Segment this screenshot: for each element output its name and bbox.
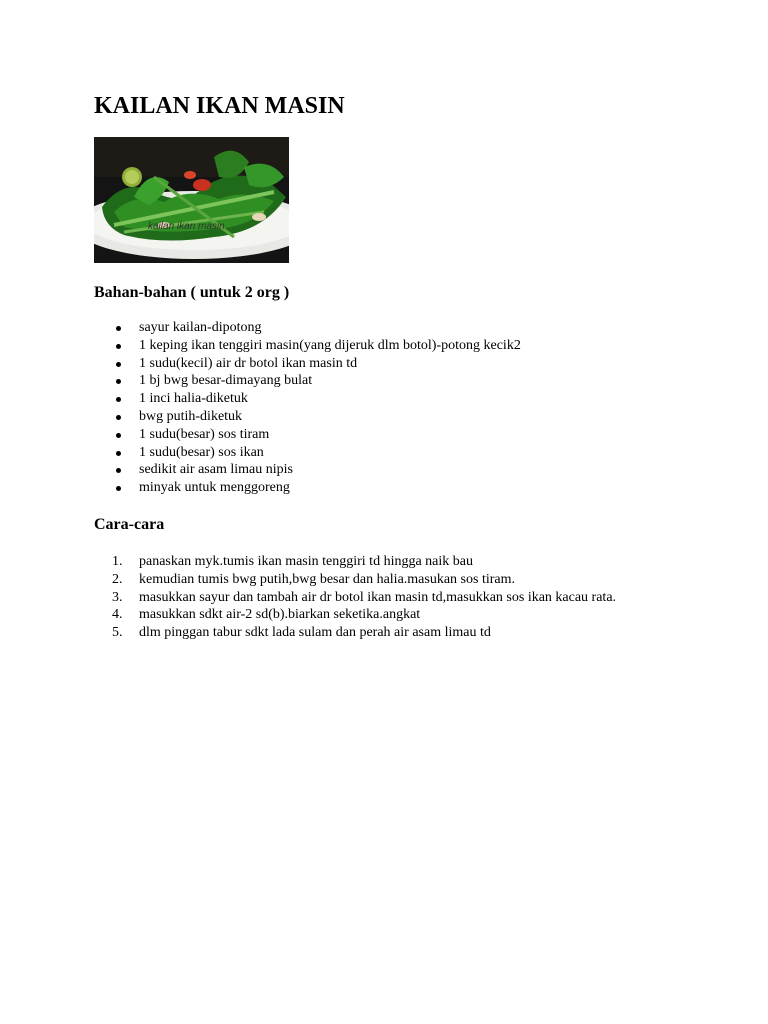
step-number: 1. — [112, 554, 123, 569]
bullet-icon — [116, 362, 121, 367]
ingredient-text: 1 sudu(kecil) air dr botol ikan masin td — [139, 355, 358, 371]
list-item — [94, 426, 521, 444]
ingredient-text: 1 inci halia-diketuk — [139, 391, 248, 407]
bullet-icon — [116, 326, 121, 331]
bullet-icon — [116, 415, 121, 420]
ingredient-text: sedikit air asam limau nipis — [139, 462, 293, 478]
bullet-icon — [116, 433, 121, 438]
list-item — [94, 319, 521, 337]
bullet-icon — [116, 397, 121, 402]
steps-list — [94, 553, 616, 642]
list-item — [94, 479, 521, 497]
step-text: kemudian tumis bwg putih,bwg besar dan halia.masukan sos tiram. — [139, 571, 515, 587]
list-item — [94, 589, 616, 607]
list-item — [94, 372, 521, 390]
recipe-title: KAILAN IKAN MASIN — [94, 93, 345, 119]
ingredient-text: sayur kailan-dipotong — [139, 320, 262, 335]
bullet-icon — [116, 468, 121, 473]
ingredient-text: 1 sudu(besar) sos tiram — [139, 426, 270, 442]
list-item — [94, 606, 616, 624]
step-number: 3. — [112, 589, 123, 605]
step-number: 4. — [112, 607, 123, 623]
list-item — [94, 337, 521, 355]
ingredient-text: minyak untuk menggoreng — [139, 480, 290, 496]
steps-heading: Cara-cara — [94, 516, 165, 533]
ingredients-heading: Bahan-bahan ( untuk 2 org ) — [94, 284, 290, 301]
list-item — [94, 553, 616, 571]
step-number: 5. — [112, 625, 123, 641]
photo-caption: kailan ikan masin — [148, 221, 225, 232]
ingredient-text: bwg putih-diketuk — [139, 408, 243, 424]
dish-photo — [94, 137, 289, 263]
bullet-icon — [116, 344, 121, 349]
ingredient-text: 1 keping ikan tenggiri masin(yang dijeruk dlm botol)-potong kecik2 — [139, 337, 521, 353]
step-text: panaskan myk.tumis ikan masin tenggiri td hingga naik bau — [139, 554, 473, 569]
list-item — [94, 444, 521, 462]
list-item — [94, 461, 521, 479]
step-text: dlm pinggan tabur sdkt lada sulam dan perah air asam limau td — [139, 625, 491, 641]
list-item — [94, 624, 616, 642]
step-text: masukkan sdkt air-2 sd(b).biarkan seketika.angkat — [139, 607, 421, 623]
ingredient-text: 1 sudu(besar) sos ikan — [139, 444, 264, 460]
list-item — [94, 390, 521, 408]
bullet-icon — [116, 379, 121, 384]
list-item — [94, 571, 616, 589]
bullet-icon — [116, 451, 121, 456]
step-text: masukkan sayur dan tambah air dr botol ikan masin td,masukkan sos ikan kacau rata. — [139, 589, 617, 605]
list-item — [94, 355, 521, 373]
step-number: 2. — [112, 571, 123, 587]
bullet-icon — [116, 486, 121, 491]
ingredients-list — [94, 319, 521, 497]
list-item — [94, 408, 521, 426]
ingredient-text: 1 bj bwg besar-dimayang bulat — [139, 373, 313, 389]
